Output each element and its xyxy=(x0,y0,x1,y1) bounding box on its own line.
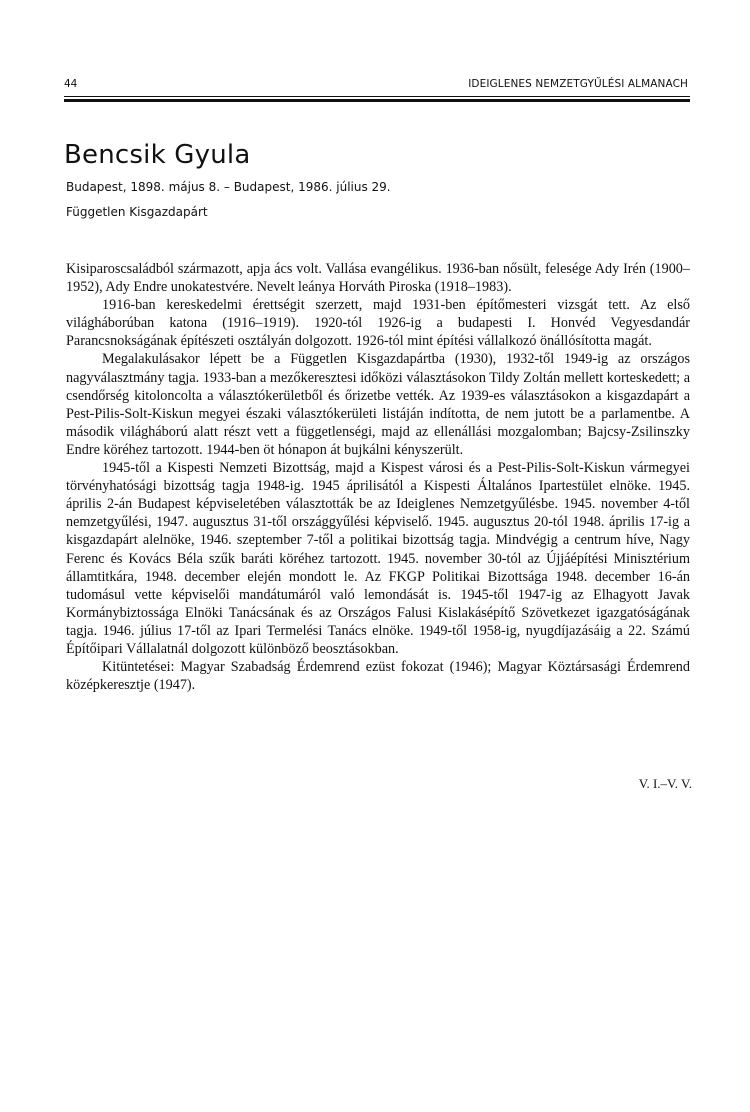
bio-paragraph: 1945-től a Kispesti Nemzeti Bizottság, majd a Kispest városi és a Pest-Pilis-Solt-Kiskun vármegyei törvényhatósági bizottság tagja 1948-ig. 1945 áprilisától a Kispesti Általános Ipartestület elnöke. 1945. április 2-án Budapest képviseletében választották be az Ideiglenes Nemzetgyűlésbe. 1945. november 4-től nemzetgyűlési, 1947. augusztus 31-től országgyűlési képviselő. 1945. augusztus 20-tól 1948. április 17-ig a kisgazdapárt alelnöke, 1946. szeptember 7-től a politikai bizottság tagja. Mindvégig a centrum híve, Nagy Ferenc és Kovács Béla szűk baráti köréhez tartozott. 1945. november 30-tól az Újjáépítési Minisztérium államtitkára, 1948. december elején mondott le. Az FKGP Politikai Bizottsága 1948. december 16-án tudomásul vette képviselői mandátumáról való lemondását is. 1945-től 1947-ig az Elhagyott Javak Kormánybiztossága Elnöki Tanácsának és az Országos Falusi Kislakásépítő Szövetkezet igazgatóságának tagja. 1946. július 17-től az Ipari Termelési Tanács elnöke. 1949-től 1958-ig, nyugdíjazásáig a 22. Számú Építőipari Vállalatnál dolgozott különböző beosztásokban. xyxy=(66,460,690,657)
header-rule-thick xyxy=(64,99,690,102)
life-dates: Budapest, 1898. május 8. – Budapest, 1986. július 29. xyxy=(66,180,391,194)
bio-paragraph: Kisiparoscsaládból származott, apja ács volt. Vallása evangélikus. 1936-ban nősült, felesége Ady Irén (1900–1952), Ady Endre unokatestvére. Nevelt leánya Horváth Piroska (1918–1983). xyxy=(66,261,690,296)
biography-body xyxy=(66,260,690,694)
bio-paragraph: Kitüntetései: Magyar Szabadság Érdemrend ezüst fokozat (1946); Magyar Köztársasági Érdemrend középkeresztje (1947). xyxy=(66,659,690,694)
entry-name: Bencsik Gyula xyxy=(64,140,251,170)
party-affiliation: Független Kisgazdapárt xyxy=(66,205,208,219)
page-number: 44 xyxy=(64,78,78,90)
running-title: IDEIGLENES NEMZETGYŰLÉSI ALMANACH xyxy=(468,78,688,90)
author-initials: V. I.–V. V. xyxy=(638,776,692,791)
header-rule-thin xyxy=(64,96,690,97)
bio-paragraph: Megalakulásakor lépett be a Független Kisgazdapártba (1930), 1932-től 1949-ig az országos nagyválasztmány tagja. 1933-ban a mezőkeresztesi időközi választásokon Tildy Zoltán mellett korteskedett; a csendőrség kitoloncolta a választókerületből és őrizetbe vették. Az 1939-es választásokon a kisgazdapárt a Pest-Pilis-Solt-Kiskun megyei északi választókerületi listáján indította, de nem jutott be a parlamentbe. A második világháború alatt részt vett a függetlenségi, majd az ellenállási mozgalomban; Bajcsy-Zsilinszky Endre köréhez tartozott. 1944-ben öt hónapon át bujkálni kényszerült. xyxy=(66,351,690,458)
running-head xyxy=(64,78,688,94)
bio-paragraph: 1916-ban kereskedelmi érettségit szerzett, majd 1931-ben építőmesteri vizsgát tett. Az első világháborúban katona (1916–1919). 1920-tól 1926-ig a budapesti I. Honvéd Vegyesdandár Parancsnokságának építészeti osztályán dolgozott. 1926-tól mint építési vállalkozó önállósította magát. xyxy=(66,297,690,350)
